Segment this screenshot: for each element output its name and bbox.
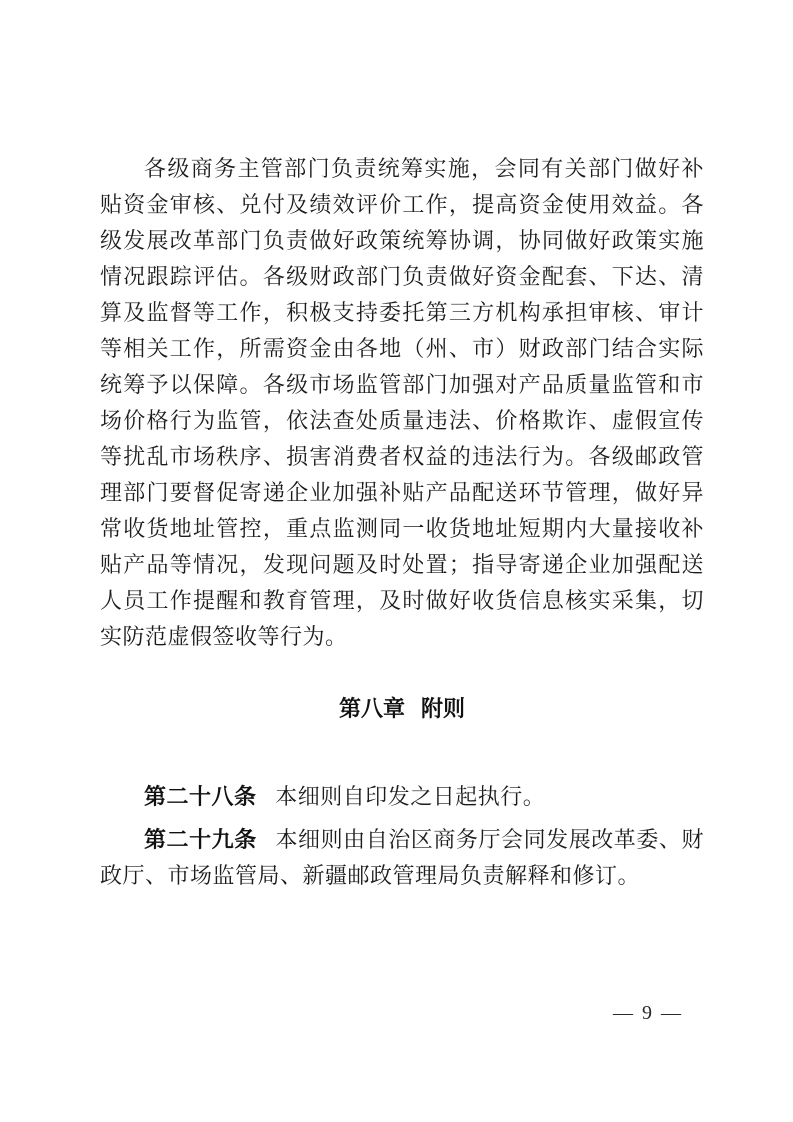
article-29-number: 第二十九条	[144, 827, 257, 852]
page-number: — 9 —	[613, 1002, 683, 1024]
body-paragraph: 各级商务主管部门负责统筹实施，会同有关部门做好补贴资金审核、兑付及绩效评价工作，提高资金使用效益。各级发展改革部门负责做好政策统筹协调，协同做好政策实施情况跟踪评估。各级财政部门负责做好资金配套、下达、清算及监督等工作，积极支持委托第三方机构承担审核、审计等相关工作，所需资金由各地（州、市）财政部门结合实际统筹予以保障。各级市场监管部门加强对产品质量监管和市场价格行为监管，依法查处质量违法、价格欺诈、虚假宣传等扰乱市场秩序、损害消费者权益的违法行为。各级邮政管理部门要督促寄递企业加强补贴产品配送环节管理，做好异常收货地址管控，重点监测同一收货地址短期内大量接收补贴产品等情况，发现问题及时处置；指导寄递企业加强配送人员工作提醒和教育管理，及时做好收货信息核实采集，切实防范虚假签收等行为。	[100, 156, 704, 649]
article-29	[100, 822, 704, 894]
document-content	[100, 151, 704, 894]
article-28-text: 本细则自印发之日起执行。	[275, 784, 546, 809]
article-28	[100, 779, 704, 815]
article-28-number: 第二十八条	[144, 784, 257, 809]
chapter-heading: 第八章 附则	[338, 696, 466, 721]
article-29-text: 本细则由自治区商务厅会同发展改革委、财政厅、市场监管局、新疆邮政管理局负责解释和修订。	[100, 827, 704, 888]
